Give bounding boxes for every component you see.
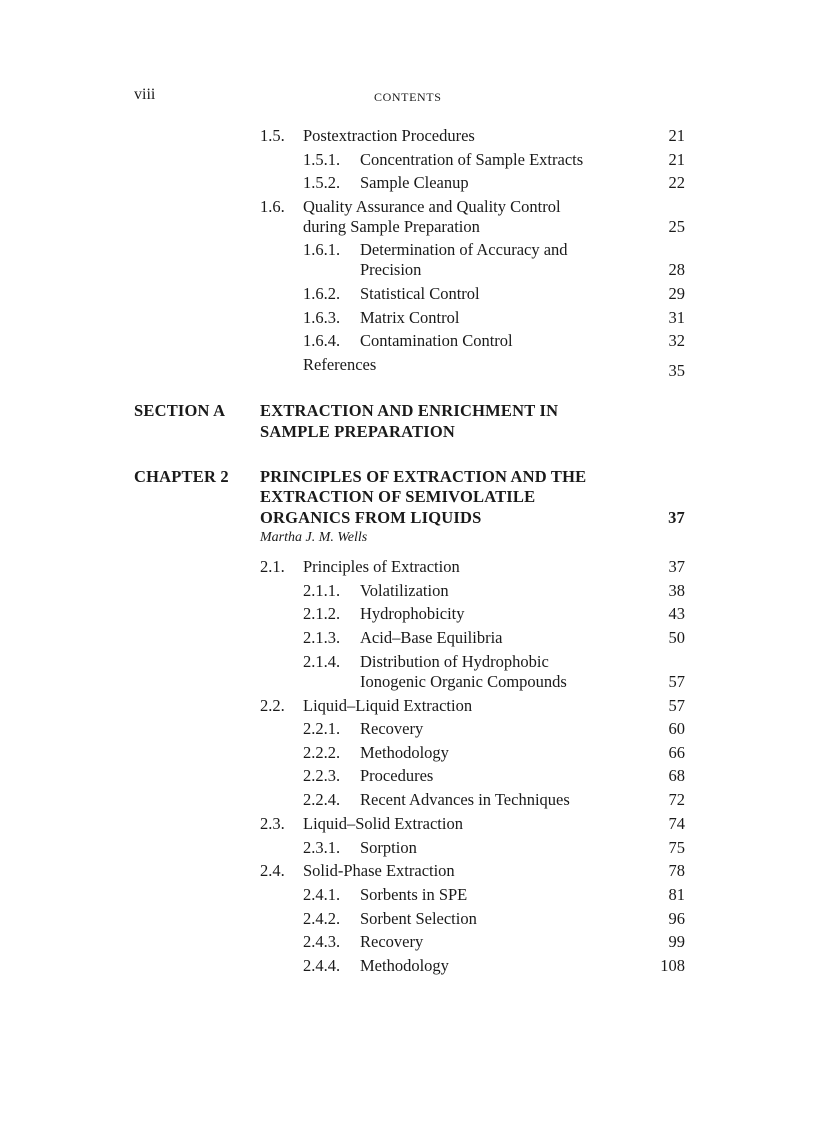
toc-entry-number: 1.6.1. xyxy=(303,240,341,259)
toc-entry-title: Postextraction Procedures xyxy=(303,126,475,145)
toc-entry-title: Recovery xyxy=(360,932,424,951)
toc-entry-page: 60 xyxy=(668,719,685,738)
toc-entry-number: 2.3. xyxy=(260,814,285,833)
toc-entry-page: 32 xyxy=(668,331,685,350)
toc-entry-page: 78 xyxy=(668,861,685,880)
toc-entry-page: 21 xyxy=(668,126,685,145)
toc-entry-page: 81 xyxy=(668,885,685,904)
toc-entry-number: 1.6.2. xyxy=(303,284,341,303)
toc-entry-number: 2.1.3. xyxy=(303,628,341,647)
toc-entry-title: Solid-Phase Extraction xyxy=(303,861,455,880)
toc-entry-number: 1.6. xyxy=(260,197,285,216)
toc-entry-page: 37 xyxy=(668,557,685,576)
toc-entry-page: 35 xyxy=(668,361,685,380)
toc-entry-number: 2.2.1. xyxy=(303,719,341,738)
toc-entry-page: 57 xyxy=(668,696,685,715)
toc-entry-page: 25 xyxy=(668,217,685,236)
toc-entry-page: 50 xyxy=(668,628,685,647)
toc-entry-page: 96 xyxy=(668,909,685,928)
toc-entry-page: 38 xyxy=(668,581,685,600)
toc-entry-number: 1.5.2. xyxy=(303,173,341,192)
toc-entry-number: 2.3.1. xyxy=(303,838,341,857)
toc-entry-page: 31 xyxy=(668,308,685,327)
toc-entry-title: Liquid–Solid Extraction xyxy=(303,814,463,833)
toc-entry-number: 1.5.1. xyxy=(303,150,341,169)
toc-entry-title-continued: Ionogenic Organic Compounds xyxy=(360,672,567,691)
toc-entry-title: Determination of Accuracy and xyxy=(360,240,568,259)
toc-entry-title: Quality Assurance and Quality Control xyxy=(303,197,561,216)
toc-entry-title: Methodology xyxy=(360,743,449,762)
toc-entry-title: References xyxy=(303,355,377,374)
toc-entry-page: 99 xyxy=(668,932,685,951)
section-label: SECTION A xyxy=(134,401,226,420)
toc-entry-title: Sorbents in SPE xyxy=(360,885,468,904)
toc-entry-number: 1.6.4. xyxy=(303,331,341,350)
page-folio: viii xyxy=(134,86,156,103)
toc-entry-number: 2.4.2. xyxy=(303,909,341,928)
toc-entry-number: 2.4.4. xyxy=(303,956,341,975)
toc-entry-title: Methodology xyxy=(360,956,449,975)
toc-entry-title: Contamination Control xyxy=(360,331,513,350)
toc-entry-page: 68 xyxy=(668,766,685,785)
toc-entry-title: Liquid–Liquid Extraction xyxy=(303,696,473,715)
toc-entry-number: 2.2. xyxy=(260,696,285,715)
toc-entry-title: Matrix Control xyxy=(360,308,460,327)
toc-entry-title: Acid–Base Equilibria xyxy=(360,628,503,647)
toc-entry-number: 2.1.4. xyxy=(303,652,341,671)
toc-entry-title: Recent Advances in Techniques xyxy=(360,790,570,809)
toc-entry-title: Principles of Extraction xyxy=(303,557,460,576)
toc-entry-number: 2.1. xyxy=(260,557,285,576)
toc-entry-page: 72 xyxy=(668,790,685,809)
chapter-label: CHAPTER 2 xyxy=(134,467,229,486)
chapter-author: Martha J. M. Wells xyxy=(260,530,368,545)
toc-entry-number: 1.6.3. xyxy=(303,308,341,327)
toc-entry-title: Recovery xyxy=(360,719,424,738)
toc-entry-number: 2.2.2. xyxy=(303,743,341,762)
toc-entry-page: 66 xyxy=(668,743,685,762)
chapter-title-continued: EXTRACTION OF SEMIVOLATILE xyxy=(260,487,536,506)
toc-entry-title: Distribution of Hydrophobic xyxy=(360,652,549,671)
toc-entry-title: Statistical Control xyxy=(360,284,480,303)
chapter-title-continued: ORGANICS FROM LIQUIDS xyxy=(260,508,482,527)
toc-entry-number: 1.5. xyxy=(260,126,285,145)
toc-entry-number: 2.4. xyxy=(260,861,285,880)
toc-entry-page: 22 xyxy=(668,173,685,192)
toc-entry-title: Sample Cleanup xyxy=(360,173,469,192)
toc-entry-title: Hydrophobicity xyxy=(360,604,465,623)
toc-entry-title: Sorption xyxy=(360,838,417,857)
chapter-page: 37 xyxy=(668,508,685,527)
toc-entry-title: Volatilization xyxy=(360,581,449,600)
toc-entry-page: 21 xyxy=(668,150,685,169)
toc-entry-number: 2.4.1. xyxy=(303,885,341,904)
toc-entry-number: 2.1.1. xyxy=(303,581,341,600)
toc-entry-title: Procedures xyxy=(360,766,434,785)
toc-entry-page: 43 xyxy=(668,604,685,623)
toc-entry-page: 29 xyxy=(668,284,685,303)
toc-entry-title-continued: Precision xyxy=(360,260,422,279)
toc-entry-page: 75 xyxy=(668,838,685,857)
toc-entry-number: 2.4.3. xyxy=(303,932,341,951)
toc-entry-page: 28 xyxy=(668,260,685,279)
section-title: EXTRACTION AND ENRICHMENT IN xyxy=(260,401,559,420)
toc-entry-number: 2.1.2. xyxy=(303,604,341,623)
toc-entry-page: 74 xyxy=(668,814,685,833)
toc-entry-number: 2.2.3. xyxy=(303,766,341,785)
toc-entry-number: 2.2.4. xyxy=(303,790,341,809)
toc-entry-title: Concentration of Sample Extracts xyxy=(360,150,584,169)
toc-entry-page: 57 xyxy=(668,672,685,691)
chapter-title: PRINCIPLES OF EXTRACTION AND THE xyxy=(260,467,587,486)
section-title-continued: SAMPLE PREPARATION xyxy=(260,422,456,441)
toc-entry-title: Sorbent Selection xyxy=(360,909,477,928)
toc-entry-title-continued: during Sample Preparation xyxy=(303,217,480,236)
running-title: CONTENTS xyxy=(374,90,442,104)
toc-entry-page: 108 xyxy=(660,956,685,975)
